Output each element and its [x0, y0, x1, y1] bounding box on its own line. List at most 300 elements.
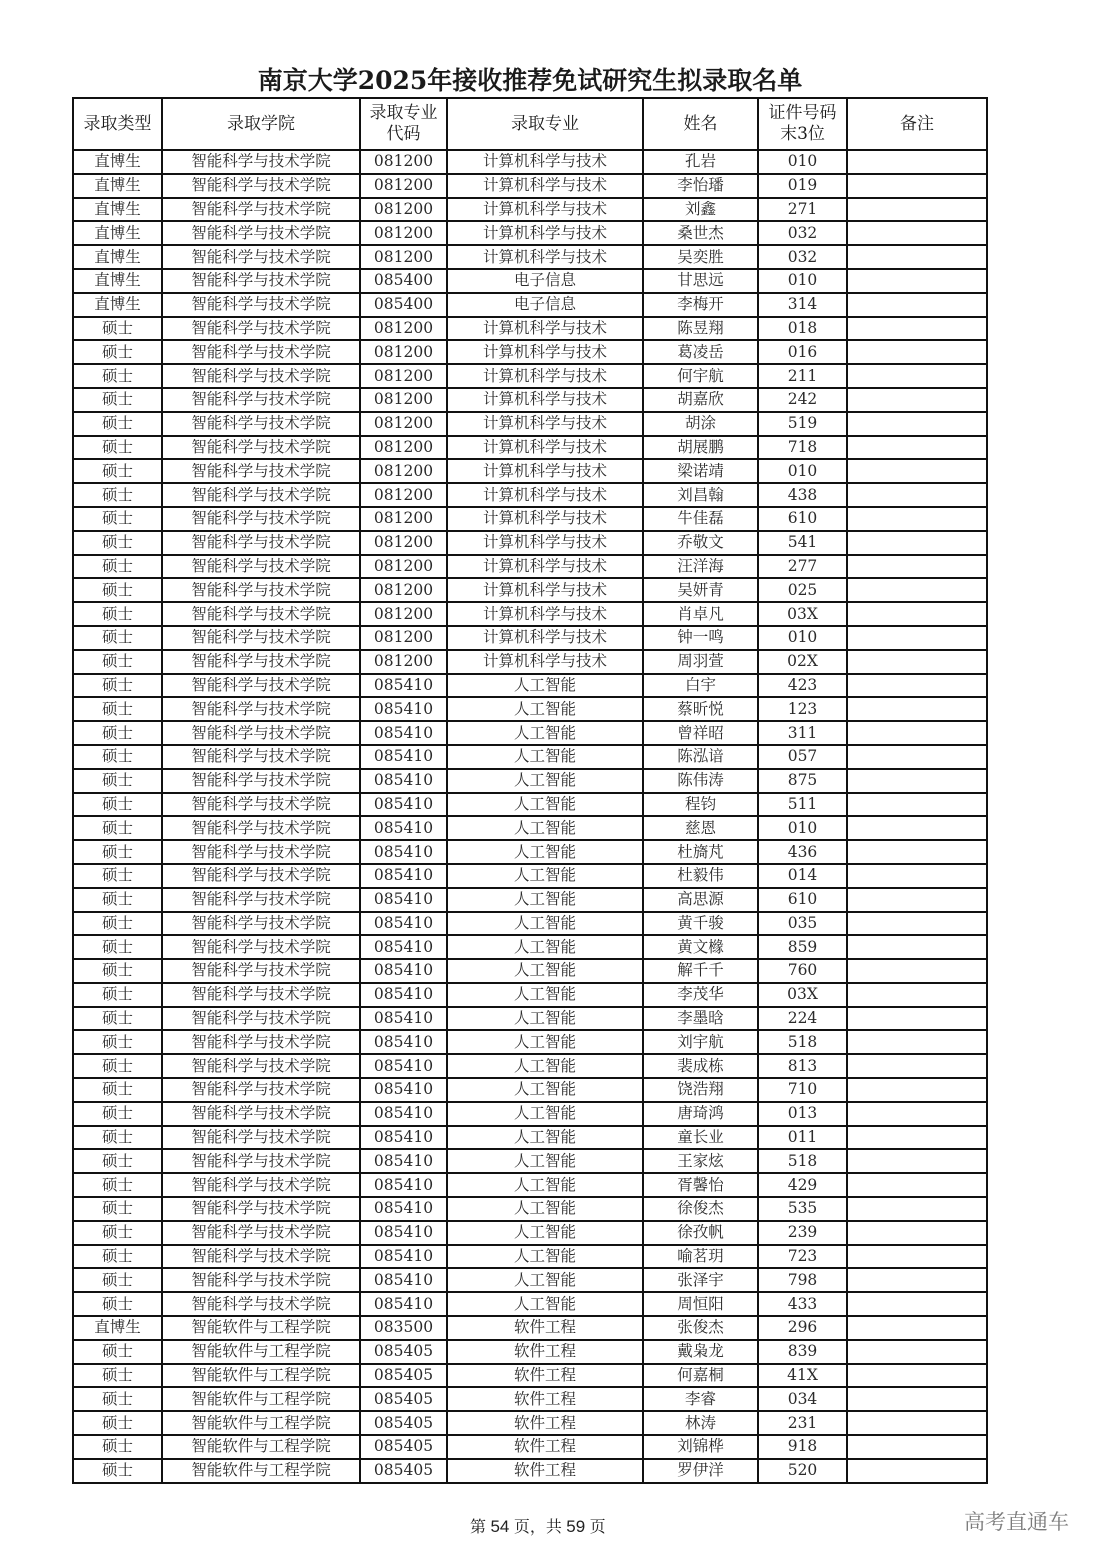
cell-major: 人工智能 [447, 816, 643, 840]
cell-name: 曾祥昭 [643, 721, 758, 745]
table-row [73, 555, 987, 579]
cell-major: 计算机科学与技术 [447, 150, 643, 174]
cell-remarks [847, 245, 987, 269]
cell-name: 陈泓谙 [643, 745, 758, 769]
cell-name: 刘鑫 [643, 198, 758, 222]
cell-remarks [847, 935, 987, 959]
cell-major-code: 081200 [360, 364, 447, 388]
cell-major: 软件工程 [447, 1459, 643, 1483]
cell-admission-type: 硕士 [73, 317, 162, 341]
cell-major-code: 085410 [360, 1221, 447, 1245]
cell-id-last3: 438 [758, 483, 847, 507]
cell-college: 智能科学与技术学院 [162, 912, 360, 936]
cell-admission-type: 硕士 [73, 983, 162, 1007]
cell-admission-type: 硕士 [73, 650, 162, 674]
cell-admission-type: 硕士 [73, 816, 162, 840]
cell-admission-type: 硕士 [73, 1078, 162, 1102]
cell-major-code: 085410 [360, 935, 447, 959]
cell-major: 计算机科学与技术 [447, 436, 643, 460]
cell-admission-type: 硕士 [73, 459, 162, 483]
cell-major-code: 085410 [360, 816, 447, 840]
table-row [73, 1268, 987, 1292]
cell-college: 智能科学与技术学院 [162, 1149, 360, 1173]
cell-college: 智能科学与技术学院 [162, 935, 360, 959]
cell-name: 周恒阳 [643, 1292, 758, 1316]
cell-college: 智能科学与技术学院 [162, 840, 360, 864]
cell-major-code: 085410 [360, 745, 447, 769]
cell-college: 智能软件与工程学院 [162, 1435, 360, 1459]
cell-id-last3: 010 [758, 626, 847, 650]
table-row [73, 293, 987, 317]
table-row [73, 174, 987, 198]
table-row [73, 317, 987, 341]
cell-major-code: 081200 [360, 626, 447, 650]
cell-name: 何嘉桐 [643, 1364, 758, 1388]
table-row [73, 793, 987, 817]
cell-remarks [847, 769, 987, 793]
cell-name: 刘宇航 [643, 1030, 758, 1054]
cell-major: 计算机科学与技术 [447, 602, 643, 626]
cell-admission-type: 硕士 [73, 1364, 162, 1388]
cell-name: 李墨晗 [643, 1007, 758, 1031]
cell-admission-type: 硕士 [73, 1292, 162, 1316]
cell-admission-type: 硕士 [73, 483, 162, 507]
cell-name: 蔡昕悦 [643, 697, 758, 721]
cell-major-code: 081200 [360, 150, 447, 174]
table-row [73, 412, 987, 436]
cell-remarks [847, 1054, 987, 1078]
cell-college: 智能科学与技术学院 [162, 507, 360, 531]
cell-id-last3: 518 [758, 1030, 847, 1054]
cell-college: 智能科学与技术学院 [162, 531, 360, 555]
cell-name: 徐孜帆 [643, 1221, 758, 1245]
cell-name: 黄文橼 [643, 935, 758, 959]
cell-major: 人工智能 [447, 864, 643, 888]
cell-id-last3: 242 [758, 388, 847, 412]
cell-major-code: 083500 [360, 1316, 447, 1340]
cell-remarks [847, 840, 987, 864]
cell-remarks [847, 293, 987, 317]
cell-college: 智能科学与技术学院 [162, 1126, 360, 1150]
table-row [73, 1221, 987, 1245]
cell-admission-type: 直博生 [73, 198, 162, 222]
cell-name: 刘昌翰 [643, 483, 758, 507]
cell-major-code: 085405 [360, 1411, 447, 1435]
cell-remarks [847, 412, 987, 436]
cell-id-last3: 032 [758, 221, 847, 245]
cell-major: 计算机科学与技术 [447, 198, 643, 222]
cell-college: 智能科学与技术学院 [162, 1078, 360, 1102]
cell-id-last3: 231 [758, 1411, 847, 1435]
cell-college: 智能科学与技术学院 [162, 1173, 360, 1197]
cell-name: 李睿 [643, 1387, 758, 1411]
total-pages-number: 59 [566, 1517, 586, 1536]
cell-major: 人工智能 [447, 935, 643, 959]
cell-id-last3: 211 [758, 364, 847, 388]
cell-remarks [847, 388, 987, 412]
cell-id-last3: 010 [758, 816, 847, 840]
cell-admission-type: 直博生 [73, 1316, 162, 1340]
table-row [73, 816, 987, 840]
column-header-college: 录取学院 [162, 98, 360, 150]
cell-major: 人工智能 [447, 769, 643, 793]
cell-id-last3: 433 [758, 1292, 847, 1316]
table-row [73, 1030, 987, 1054]
table-row [73, 1197, 987, 1221]
cell-remarks [847, 1078, 987, 1102]
cell-name: 钟一鸣 [643, 626, 758, 650]
cell-major: 人工智能 [447, 697, 643, 721]
cell-name: 陈伟涛 [643, 769, 758, 793]
cell-major: 人工智能 [447, 1126, 643, 1150]
cell-remarks [847, 793, 987, 817]
cell-remarks [847, 983, 987, 1007]
cell-college: 智能软件与工程学院 [162, 1364, 360, 1388]
table-row [73, 721, 987, 745]
cell-name: 胡涂 [643, 412, 758, 436]
cell-college: 智能科学与技术学院 [162, 959, 360, 983]
cell-major-code: 085410 [360, 697, 447, 721]
cell-major-code: 085405 [360, 1364, 447, 1388]
cell-name: 程钧 [643, 793, 758, 817]
cell-major: 人工智能 [447, 1292, 643, 1316]
cell-name: 乔敬文 [643, 531, 758, 555]
cell-admission-type: 直博生 [73, 174, 162, 198]
cell-name: 黄千骏 [643, 912, 758, 936]
cell-major-code: 085410 [360, 1126, 447, 1150]
cell-admission-type: 硕士 [73, 959, 162, 983]
cell-name: 桑世杰 [643, 221, 758, 245]
cell-id-last3: 610 [758, 507, 847, 531]
cell-name: 白宇 [643, 674, 758, 698]
cell-id-last3: 010 [758, 150, 847, 174]
cell-remarks [847, 317, 987, 341]
cell-major: 计算机科学与技术 [447, 578, 643, 602]
table-row [73, 459, 987, 483]
cell-id-last3: 035 [758, 912, 847, 936]
cell-college: 智能科学与技术学院 [162, 1102, 360, 1126]
cell-college: 智能科学与技术学院 [162, 650, 360, 674]
cell-id-last3: 034 [758, 1387, 847, 1411]
cell-college: 智能科学与技术学院 [162, 697, 360, 721]
cell-remarks [847, 864, 987, 888]
cell-remarks [847, 578, 987, 602]
cell-remarks [847, 1459, 987, 1483]
cell-remarks [847, 1364, 987, 1388]
cell-college: 智能科学与技术学院 [162, 626, 360, 650]
cell-college: 智能科学与技术学院 [162, 816, 360, 840]
cell-college: 智能科学与技术学院 [162, 340, 360, 364]
cell-id-last3: 010 [758, 269, 847, 293]
cell-admission-type: 硕士 [73, 793, 162, 817]
cell-major-code: 081200 [360, 412, 447, 436]
cell-name: 高思源 [643, 888, 758, 912]
table-row [73, 1054, 987, 1078]
cell-major: 人工智能 [447, 1245, 643, 1269]
cell-major-code: 085410 [360, 721, 447, 745]
table-row [73, 340, 987, 364]
cell-name: 罗伊洋 [643, 1459, 758, 1483]
table-row [73, 1316, 987, 1340]
cell-remarks [847, 174, 987, 198]
cell-id-last3: 710 [758, 1078, 847, 1102]
cell-remarks [847, 221, 987, 245]
cell-major: 人工智能 [447, 1054, 643, 1078]
cell-college: 智能科学与技术学院 [162, 745, 360, 769]
cell-major: 软件工程 [447, 1411, 643, 1435]
cell-major: 计算机科学与技术 [447, 364, 643, 388]
cell-major: 人工智能 [447, 1102, 643, 1126]
cell-major: 计算机科学与技术 [447, 459, 643, 483]
table-row [73, 578, 987, 602]
cell-major-code: 085410 [360, 1292, 447, 1316]
cell-remarks [847, 912, 987, 936]
cell-remarks [847, 959, 987, 983]
cell-name: 喻茗玥 [643, 1245, 758, 1269]
cell-name: 童长业 [643, 1126, 758, 1150]
cell-major: 人工智能 [447, 888, 643, 912]
cell-admission-type: 硕士 [73, 1435, 162, 1459]
cell-major-code: 081200 [360, 198, 447, 222]
cell-college: 智能科学与技术学院 [162, 174, 360, 198]
cell-college: 智能科学与技术学院 [162, 459, 360, 483]
table-row [73, 531, 987, 555]
cell-major-code: 085410 [360, 674, 447, 698]
cell-major: 计算机科学与技术 [447, 507, 643, 531]
cell-major-code: 081200 [360, 555, 447, 579]
cell-name: 葛凌岳 [643, 340, 758, 364]
cell-admission-type: 硕士 [73, 507, 162, 531]
table-row [73, 1340, 987, 1364]
cell-major: 计算机科学与技术 [447, 245, 643, 269]
cell-id-last3: 025 [758, 578, 847, 602]
cell-college: 智能科学与技术学院 [162, 1268, 360, 1292]
cell-id-last3: 520 [758, 1459, 847, 1483]
cell-admission-type: 硕士 [73, 1197, 162, 1221]
cell-admission-type: 硕士 [73, 1126, 162, 1150]
cell-id-last3: 019 [758, 174, 847, 198]
column-header-admission-type: 录取类型 [73, 98, 162, 150]
cell-major: 计算机科学与技术 [447, 555, 643, 579]
cell-college: 智能软件与工程学院 [162, 1340, 360, 1364]
cell-college: 智能科学与技术学院 [162, 983, 360, 1007]
cell-id-last3: 271 [758, 198, 847, 222]
watermark-text: 高考直通车 [964, 1510, 1069, 1534]
cell-major: 人工智能 [447, 959, 643, 983]
cell-id-last3: 03X [758, 602, 847, 626]
cell-remarks [847, 340, 987, 364]
cell-major: 人工智能 [447, 1221, 643, 1245]
cell-major: 计算机科学与技术 [447, 412, 643, 436]
cell-college: 智能科学与技术学院 [162, 269, 360, 293]
cell-admission-type: 直博生 [73, 269, 162, 293]
cell-admission-type: 硕士 [73, 769, 162, 793]
table-row [73, 1387, 987, 1411]
cell-remarks [847, 697, 987, 721]
cell-college: 智能软件与工程学院 [162, 1387, 360, 1411]
cell-college: 智能软件与工程学院 [162, 1459, 360, 1483]
cell-name: 孔岩 [643, 150, 758, 174]
table-row [73, 1126, 987, 1150]
column-header-remarks: 备注 [847, 98, 987, 150]
cell-id-last3: 518 [758, 1149, 847, 1173]
cell-major: 计算机科学与技术 [447, 650, 643, 674]
cell-major: 人工智能 [447, 983, 643, 1007]
cell-college: 智能科学与技术学院 [162, 1221, 360, 1245]
cell-college: 智能科学与技术学院 [162, 721, 360, 745]
table-row [73, 150, 987, 174]
cell-remarks [847, 816, 987, 840]
cell-major-code: 085410 [360, 1268, 447, 1292]
cell-major-code: 085410 [360, 1102, 447, 1126]
table-row [73, 436, 987, 460]
cell-id-last3: 010 [758, 459, 847, 483]
table-row [73, 983, 987, 1007]
cell-id-last3: 723 [758, 1245, 847, 1269]
cell-major-code: 085410 [360, 1197, 447, 1221]
cell-name: 李梅开 [643, 293, 758, 317]
cell-admission-type: 直博生 [73, 245, 162, 269]
cell-remarks [847, 1316, 987, 1340]
cell-major: 人工智能 [447, 1030, 643, 1054]
admission-list-table [72, 97, 988, 1484]
cell-major: 人工智能 [447, 1268, 643, 1292]
cell-major-code: 085405 [360, 1387, 447, 1411]
cell-major-code: 085410 [360, 1245, 447, 1269]
cell-remarks [847, 364, 987, 388]
cell-major: 电子信息 [447, 293, 643, 317]
cell-admission-type: 硕士 [73, 412, 162, 436]
cell-admission-type: 硕士 [73, 578, 162, 602]
cell-id-last3: 813 [758, 1054, 847, 1078]
cell-major: 人工智能 [447, 721, 643, 745]
cell-major: 软件工程 [447, 1435, 643, 1459]
cell-name: 陈昱翔 [643, 317, 758, 341]
cell-remarks [847, 1007, 987, 1031]
cell-major: 计算机科学与技术 [447, 483, 643, 507]
cell-admission-type: 硕士 [73, 1030, 162, 1054]
cell-name: 何宇航 [643, 364, 758, 388]
cell-admission-type: 硕士 [73, 1149, 162, 1173]
cell-id-last3: 429 [758, 1173, 847, 1197]
cell-remarks [847, 1126, 987, 1150]
cell-major: 软件工程 [447, 1340, 643, 1364]
table-row [73, 626, 987, 650]
cell-id-last3: 296 [758, 1316, 847, 1340]
cell-remarks [847, 650, 987, 674]
cell-name: 林涛 [643, 1411, 758, 1435]
cell-name: 王家炫 [643, 1149, 758, 1173]
cell-remarks [847, 507, 987, 531]
table-row [73, 388, 987, 412]
table-row [73, 364, 987, 388]
table-row [73, 697, 987, 721]
cell-name: 胡嘉欣 [643, 388, 758, 412]
cell-admission-type: 硕士 [73, 626, 162, 650]
cell-major-code: 085405 [360, 1340, 447, 1364]
cell-remarks [847, 1340, 987, 1364]
cell-college: 智能科学与技术学院 [162, 245, 360, 269]
table-row [73, 888, 987, 912]
cell-major-code: 081200 [360, 317, 447, 341]
cell-admission-type: 硕士 [73, 935, 162, 959]
cell-major-code: 085405 [360, 1459, 447, 1483]
cell-admission-type: 硕士 [73, 1268, 162, 1292]
cell-remarks [847, 150, 987, 174]
cell-college: 智能科学与技术学院 [162, 388, 360, 412]
table-row [73, 507, 987, 531]
cell-name: 胥馨怡 [643, 1173, 758, 1197]
cell-admission-type: 硕士 [73, 888, 162, 912]
cell-major-code: 085410 [360, 793, 447, 817]
cell-remarks [847, 1173, 987, 1197]
cell-college: 智能科学与技术学院 [162, 888, 360, 912]
table-row [73, 1149, 987, 1173]
cell-id-last3: 41X [758, 1364, 847, 1388]
cell-id-last3: 224 [758, 1007, 847, 1031]
cell-admission-type: 硕士 [73, 340, 162, 364]
document-title: 南京大学2025年接收推荐免试研究生拟录取名单 [257, 66, 803, 95]
cell-id-last3: 519 [758, 412, 847, 436]
cell-id-last3: 918 [758, 1435, 847, 1459]
cell-major: 计算机科学与技术 [447, 626, 643, 650]
cell-major-code: 085410 [360, 1054, 447, 1078]
cell-college: 智能科学与技术学院 [162, 793, 360, 817]
cell-admission-type: 硕士 [73, 840, 162, 864]
table-row [73, 959, 987, 983]
cell-id-last3: 057 [758, 745, 847, 769]
cell-college: 智能科学与技术学院 [162, 602, 360, 626]
cell-major: 软件工程 [447, 1387, 643, 1411]
page-suffix: 页 [585, 1519, 606, 1536]
cell-major-code: 081200 [360, 483, 447, 507]
cell-remarks [847, 1411, 987, 1435]
cell-name: 吴奕胜 [643, 245, 758, 269]
cell-admission-type: 硕士 [73, 555, 162, 579]
table-row [73, 269, 987, 293]
cell-id-last3: 718 [758, 436, 847, 460]
cell-admission-type: 硕士 [73, 912, 162, 936]
cell-major: 人工智能 [447, 1078, 643, 1102]
table-row [73, 674, 987, 698]
table-row [73, 1102, 987, 1126]
cell-admission-type: 硕士 [73, 531, 162, 555]
cell-id-last3: 014 [758, 864, 847, 888]
cell-college: 智能科学与技术学院 [162, 1054, 360, 1078]
cell-remarks [847, 1387, 987, 1411]
cell-college: 智能科学与技术学院 [162, 221, 360, 245]
cell-major-code: 081200 [360, 602, 447, 626]
table-row [73, 935, 987, 959]
cell-admission-type: 硕士 [73, 745, 162, 769]
cell-college: 智能科学与技术学院 [162, 198, 360, 222]
table-row [73, 1292, 987, 1316]
cell-college: 智能科学与技术学院 [162, 769, 360, 793]
cell-major-code: 085410 [360, 888, 447, 912]
cell-major: 计算机科学与技术 [447, 340, 643, 364]
cell-name: 肖卓凡 [643, 602, 758, 626]
table-row [73, 1435, 987, 1459]
cell-admission-type: 硕士 [73, 1007, 162, 1031]
cell-admission-type: 硕士 [73, 602, 162, 626]
cell-id-last3: 798 [758, 1268, 847, 1292]
table-row [73, 221, 987, 245]
table-row [73, 1411, 987, 1435]
cell-remarks [847, 721, 987, 745]
cell-id-last3: 423 [758, 674, 847, 698]
cell-college: 智能科学与技术学院 [162, 150, 360, 174]
cell-major-code: 081200 [360, 531, 447, 555]
